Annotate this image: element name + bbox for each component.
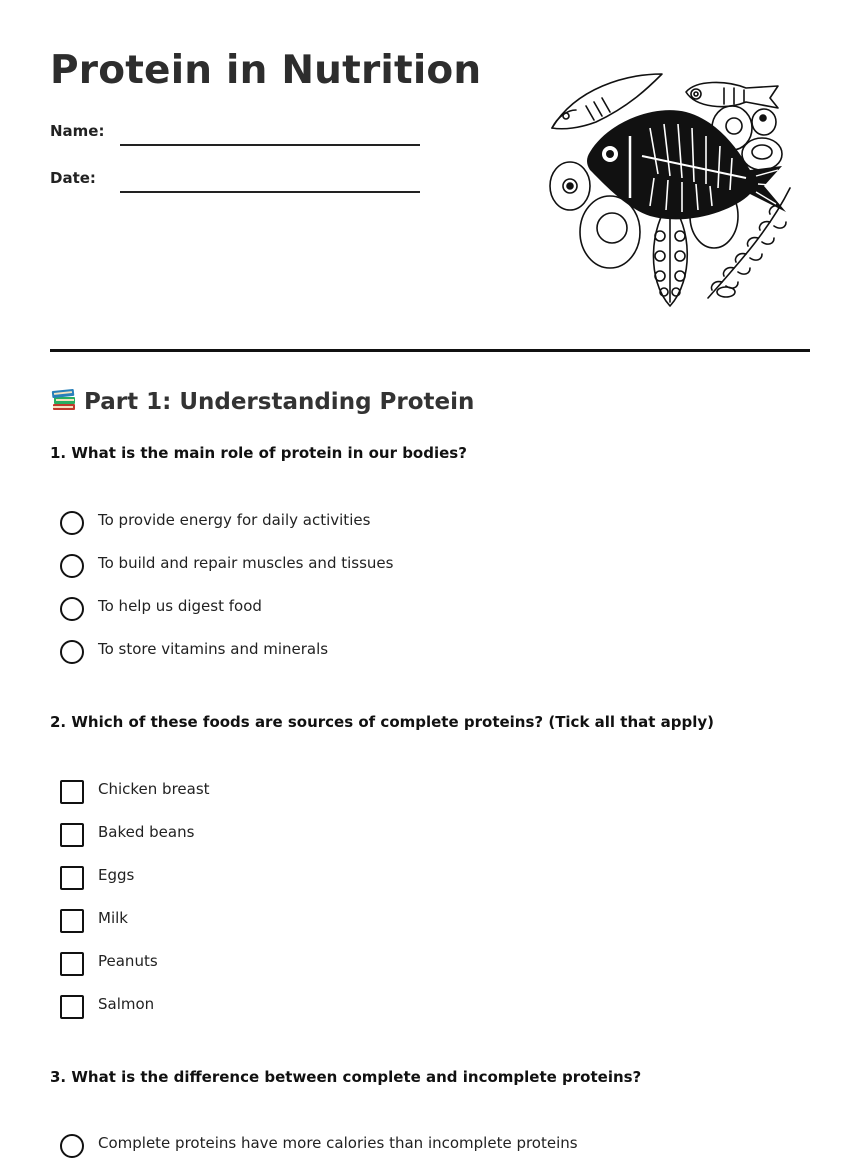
name-input-line[interactable] xyxy=(120,144,420,146)
option-label: Salmon xyxy=(98,995,155,1013)
page-title: Protein in Nutrition xyxy=(50,48,482,93)
checkbox[interactable] xyxy=(60,823,84,847)
part-1-heading-text: Part 1: Understanding Protein xyxy=(84,389,475,415)
question-3-text: 3. What is the difference between complete and incomplete proteins? xyxy=(50,1068,642,1086)
checkbox[interactable] xyxy=(60,780,84,804)
option-label: To build and repair muscles and tissues xyxy=(98,554,394,572)
checkbox[interactable] xyxy=(60,866,84,890)
radio-button[interactable] xyxy=(60,640,84,664)
date-input-line[interactable] xyxy=(120,191,420,193)
name-field-row xyxy=(50,118,422,148)
option-label: To help us digest food xyxy=(98,597,262,615)
radio-button[interactable] xyxy=(60,511,84,535)
books-icon xyxy=(50,386,78,414)
option-label: Baked beans xyxy=(98,823,195,841)
fish-protein-foods-illustration xyxy=(546,66,798,312)
option-label: Complete proteins have more calories than incomplete proteins xyxy=(98,1134,578,1152)
option-label: Milk xyxy=(98,909,128,927)
part-1-heading xyxy=(50,386,474,415)
checkbox[interactable] xyxy=(60,909,84,933)
date-field-row xyxy=(50,165,422,195)
date-label: Date: xyxy=(50,169,96,187)
option-label: Eggs xyxy=(98,866,135,884)
question-2-text: 2. Which of these foods are sources of complete proteins? (Tick all that apply) xyxy=(50,713,715,731)
option-label: Peanuts xyxy=(98,952,158,970)
option-label: Chicken breast xyxy=(98,780,210,798)
question-1-text: 1. What is the main role of protein in our bodies? xyxy=(50,444,467,462)
radio-button[interactable] xyxy=(60,1134,84,1158)
radio-button[interactable] xyxy=(60,597,84,621)
radio-button[interactable] xyxy=(60,554,84,578)
section-divider xyxy=(50,349,810,352)
option-label: To provide energy for daily activities xyxy=(98,511,371,529)
option-label: To store vitamins and minerals xyxy=(98,640,329,658)
checkbox[interactable] xyxy=(60,995,84,1019)
name-label: Name: xyxy=(50,122,105,140)
checkbox[interactable] xyxy=(60,952,84,976)
